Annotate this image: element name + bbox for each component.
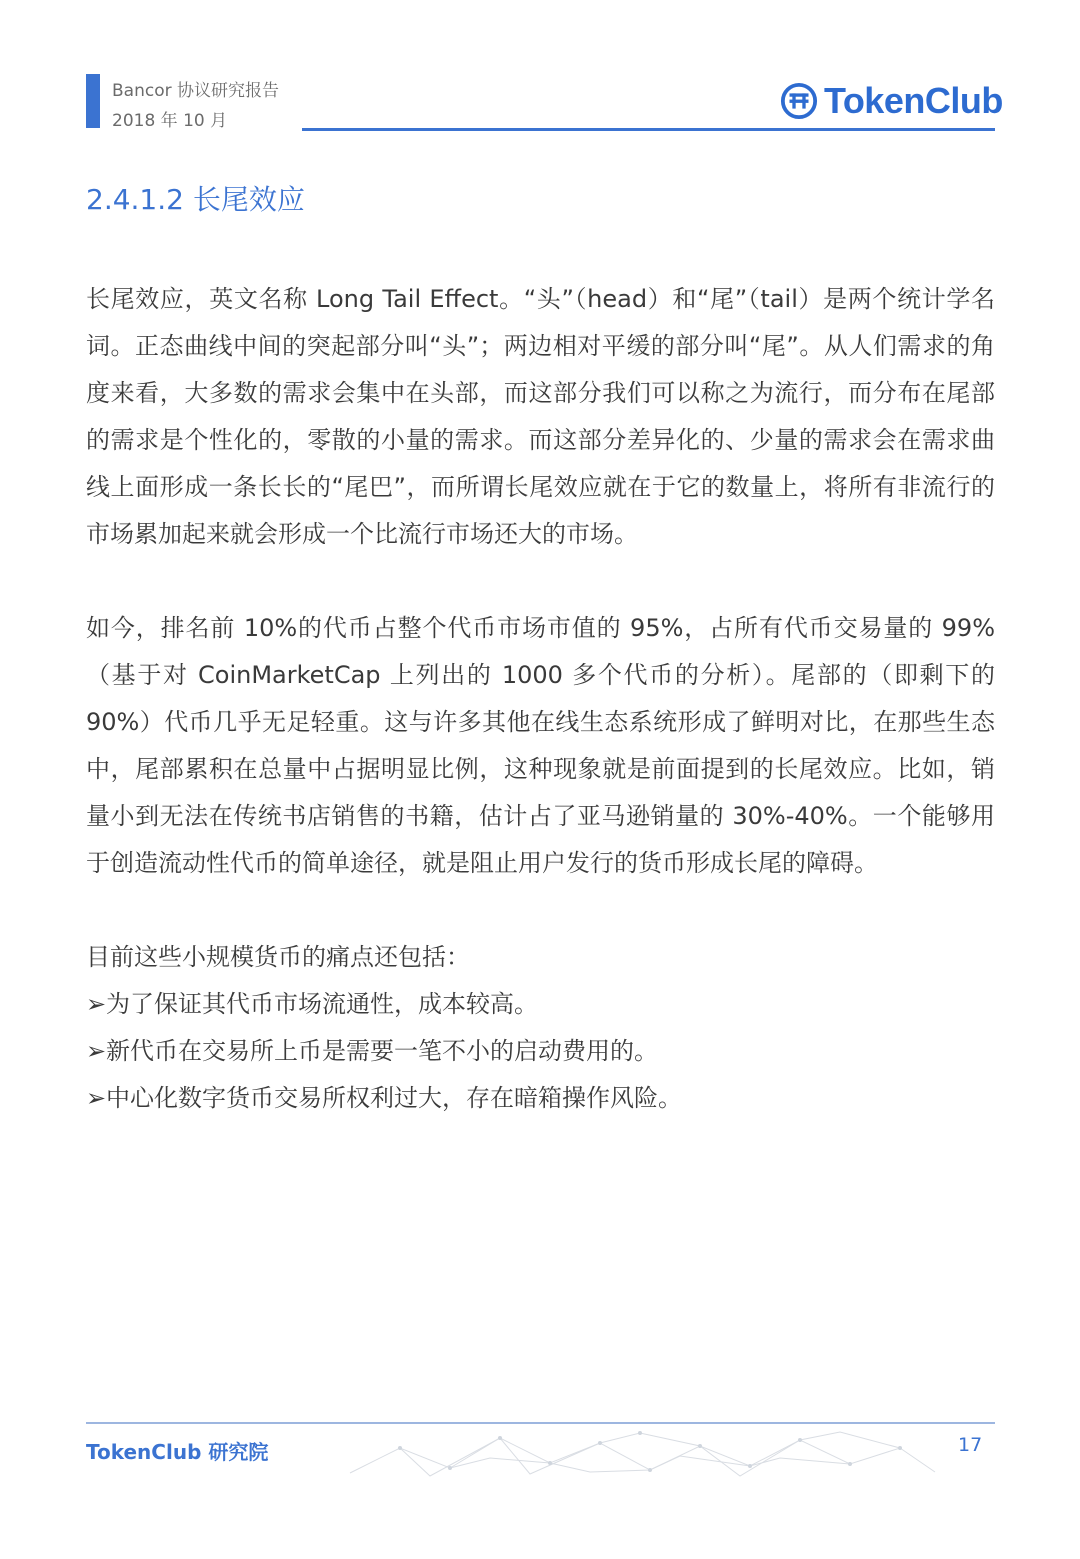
report-title: Bancor 协议研究报告: [112, 81, 279, 101]
list-item-text: 为了保证其代币市场流通性，成本较高。: [106, 990, 538, 1018]
arrow-bullet-icon: ➢: [86, 1037, 107, 1065]
tokenclub-logo: [780, 80, 1003, 122]
list-item: [86, 1028, 995, 1075]
header-divider: [302, 128, 995, 131]
pain-points-intro: 目前这些小规模货币的痛点还包括：: [86, 943, 470, 971]
paragraph-token-market: 如今，排名前 10%的代币占整个代币市场市值的 95%，占所有代币交易量的 99%（基于对 CoinMarketCap 上列出的 1000 多个代币的分析）。尾部的（即剩下的 90%）代币几乎无足轻重。这与许多其他在线生态系统形成了鲜明对比，在那些生态中，尾部累积在总量中占据明显比例，这种现象就是前面提到的长尾效应。比如，销量小到无法在传统书店销售的书籍，估计占了亚马逊销量的 30%-40%。一个能够用于创造流动性代币的简单途径，就是阻止用户发行的货币形成长尾的障碍。: [86, 614, 995, 877]
list-item: [86, 1075, 995, 1122]
header-accent-bar: [86, 74, 100, 128]
tokenclub-logo-icon: [780, 82, 818, 120]
arrow-bullet-icon: ➢: [86, 1084, 107, 1112]
pain-points-list: [86, 981, 995, 1122]
footer-divider: [86, 1422, 995, 1424]
page-number: 17: [958, 1434, 983, 1456]
list-item-text: 新代币在交易所上币是需要一笔不小的启动费用的。: [106, 1037, 658, 1065]
arrow-bullet-icon: ➢: [86, 990, 107, 1018]
network-pattern-decoration: [340, 1428, 940, 1480]
footer-org: TokenClub 研究院: [86, 1440, 269, 1464]
document-body: [86, 276, 995, 1122]
report-date: 2018 年 10 月: [112, 111, 228, 131]
logo-wordmark: TokenClub: [824, 80, 1003, 121]
list-item: [86, 981, 995, 1028]
list-item-text: 中心化数字货币交易所权利过大，存在暗箱操作风险。: [106, 1084, 682, 1112]
paragraph-long-tail-definition: 长尾效应，英文名称 Long Tail Effect。“头”（head）和“尾”（tail）是两个统计学名词。正态曲线中间的突起部分叫“头”；两边相对平缓的部分叫“尾”。从人们需求的角度来看，大多数的需求会集中在头部，而这部分我们可以称之为流行，而分布在尾部的需求是个性化的，零散的小量的需求。而这部分差异化的、少量的需求会在需求曲线上面形成一条长长的“尾巴”，而所谓长尾效应就在于它的数量上，将所有非流行的市场累加起来就会形成一个比流行市场还大的市场。: [86, 285, 995, 548]
section-heading: 2.4.1.2 长尾效应: [86, 183, 305, 216]
